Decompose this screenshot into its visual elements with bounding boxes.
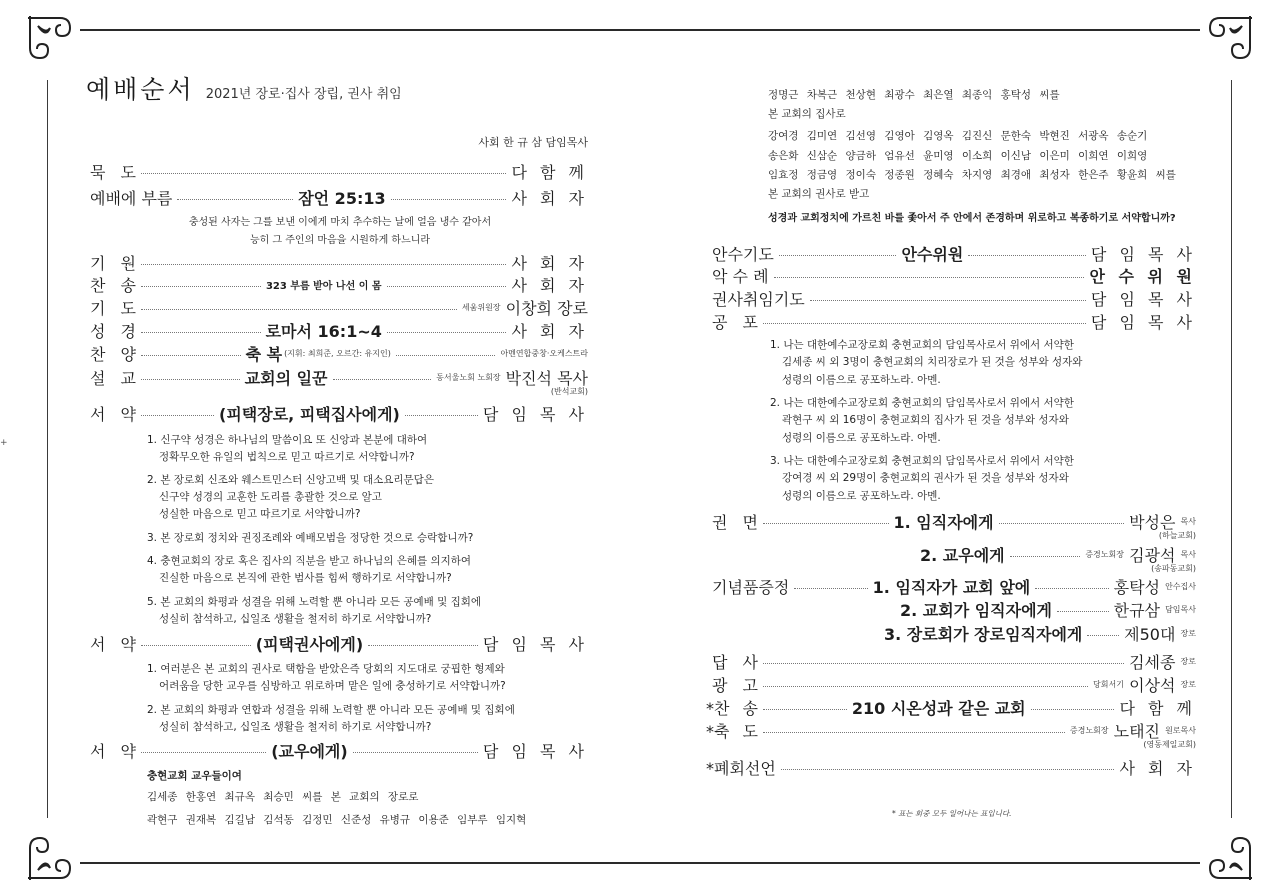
item-leader: 담 임 목 사: [482, 741, 589, 761]
item-label: 기념품증정: [712, 577, 790, 597]
item-leader: 사 회 자: [511, 321, 589, 341]
item-leader: 담 임 목 사: [482, 404, 588, 424]
item-label: *폐회선언: [706, 758, 776, 778]
vow-line: 2. 본 교회의 화평과 연합과 성결을 위해 노력할 뿐 아니라 모든 공예배 및 집회에: [147, 704, 515, 716]
vow-line: 4. 충현교회의 장로 혹은 집사의 직분을 받고 하나님의 은혜를 의지하여: [147, 555, 472, 567]
vow-line: 어려움을 당한 교우를 심방하고 위로하며 맡은 일에 충성하기로 서약합니까?: [159, 680, 506, 692]
item-leader: 한규삼: [1113, 600, 1160, 620]
order-item: [900, 600, 1196, 620]
item-content: 1. 임직자가 교회 앞에: [872, 577, 1031, 597]
leader-dots: [810, 300, 1086, 301]
item-label: 공 포: [712, 312, 758, 332]
item-leader: 김광석: [1129, 545, 1176, 565]
presider-line: 사회 한 규 삼 담임목사: [478, 136, 588, 149]
church-note: (하늘교회): [1158, 531, 1196, 540]
item-leader: 사 회 자: [511, 253, 588, 273]
item-content: 교회의 일꾼: [244, 368, 328, 388]
leader-dots: [1031, 709, 1115, 710]
leader-dots: [396, 355, 496, 356]
leader-dots: [779, 255, 897, 256]
leader-dots: [1087, 635, 1119, 636]
leader-dots: [763, 323, 1086, 324]
item-leader: 노태진: [1113, 721, 1160, 741]
item-leader: 박진석 목사: [505, 368, 589, 388]
item-leader: 사 회 자: [1119, 758, 1196, 778]
item-leader: 담 임 목 사: [482, 634, 588, 654]
leader-dots: [368, 645, 478, 646]
item-leader-role: 목사: [1180, 516, 1196, 526]
footnote: * 표는 회중 모두 일어나는 표입니다.: [892, 809, 1012, 818]
title-subtitle: 2021년 장로·집사 장립, 권사 취임: [205, 87, 402, 102]
call-verse-line: 충성된 사자는 그를 보낸 이에게 마치 추수하는 날에 얼음 냉수 같아서: [188, 217, 492, 228]
leader-dots: [141, 415, 214, 416]
item-content: 안수위원: [901, 244, 964, 264]
item-label: 찬 송: [90, 275, 136, 295]
order-item: [90, 188, 588, 208]
kwonsa-name-list: 강여경 김미연 김선영 김영아 김영옥 김진신 문한숙 박현진 서광옥 송순기: [768, 130, 1148, 142]
leader-dots: [141, 752, 266, 753]
vow-line: 성실히 참석하고, 십일조 생활을 철저히 하기로 서약합니까?: [159, 721, 432, 733]
item-leader: 박성은: [1129, 512, 1176, 532]
item-label: 기 원: [90, 253, 136, 273]
order-item: [90, 275, 589, 295]
item-leader-role: 당회서기: [1093, 679, 1124, 689]
leader-dots: [141, 309, 457, 310]
item-content: 2. 교회가 임직자에게: [900, 600, 1052, 620]
order-item: [712, 312, 1196, 332]
item-leader-role: 증경노회장: [1085, 549, 1124, 559]
leader-dots: [1010, 556, 1081, 557]
order-item: [712, 675, 1196, 695]
item-label: *찬 송: [706, 698, 758, 718]
item-label: 안수기도: [712, 244, 774, 264]
item-leader: 아멘연합중창·오케스트라: [500, 348, 589, 358]
item-leader: 이상석: [1129, 675, 1176, 695]
item-leader-role: 세움위원장: [461, 302, 501, 312]
leader-dots: [1035, 588, 1108, 589]
vow-line: 진실한 마음으로 본직에 관한 범사를 힘써 행하기로 서약합니까?: [159, 572, 452, 584]
item-content: 2. 교우에게: [920, 545, 1005, 565]
item-label: 서 약: [90, 741, 136, 761]
bottom-border-line: [80, 862, 1200, 864]
kwonsa-suffix: 본 교회의 권사로 받고: [768, 188, 870, 200]
deacons-suffix: 본 교회의 집사로: [768, 108, 846, 120]
order-item: [90, 253, 588, 273]
order-item: [706, 721, 1196, 741]
item-content: (피택장로, 피택집사에게): [219, 404, 400, 424]
proclamation-line: 1. 나는 대한예수교장로회 충현교회의 담임목사로서 위에서 서약한: [770, 339, 1074, 351]
leader-dots: [405, 415, 478, 416]
item-leader-role: 증경노회장: [1069, 725, 1109, 735]
item-label: 권사취임기도: [712, 289, 805, 309]
item-leader-role: 안수집사: [1165, 581, 1196, 591]
order-item: [90, 634, 588, 654]
vow-line: 성실한 마음으로 믿고 따르기로 서약합니까?: [159, 508, 361, 520]
deacons-name-list: 정명근 차복근 천상현 최광수 최은열 최종익 홍탁성 씨를: [768, 89, 1060, 101]
elders-name-list: 김세종 한홍연 최규옥 최승민 씨를 본 교회의 장로로: [147, 791, 419, 803]
item-label: 광 고: [712, 675, 758, 695]
leader-dots: [763, 523, 889, 524]
item-leader: 담 임 목 사: [1090, 244, 1196, 264]
leader-dots: [141, 379, 240, 380]
proclamation-line: 성령의 이름으로 공포하노라. 아멘.: [782, 490, 941, 502]
leader-dots: [141, 286, 261, 287]
order-item: [712, 244, 1196, 264]
proclamation-line: 곽현구 씨 외 16명이 충현교회의 집사가 된 것을 성부와 성자와: [782, 414, 1069, 426]
item-leader-role: 장로: [1180, 628, 1196, 638]
call-verse-line: 능히 그 주인의 마음을 시원하게 하느니라: [249, 235, 431, 246]
item-label: 악 수 례: [712, 266, 769, 286]
item-label: 성 경: [90, 321, 136, 341]
item-leader: 이창희 장로: [505, 298, 588, 318]
item-leader: 사 회 자: [511, 275, 589, 295]
order-item: [90, 321, 589, 341]
church-note: (반석교회): [550, 387, 588, 396]
item-content: 323 부름 받아 나선 이 몸: [265, 280, 382, 292]
item-leader: 사 회 자: [511, 188, 588, 208]
proclamation-line: 성령의 이름으로 공포하노라. 아멘.: [782, 432, 941, 444]
congregation-heading: 충현교회 교우들이여: [147, 770, 242, 782]
leader-dots: [763, 709, 847, 710]
vow-line: 성실히 참석하고, 십일조 생활을 철저히 하기로 서약합니까?: [159, 613, 432, 625]
item-label: 기 도: [90, 298, 136, 318]
item-leader-role: 장로: [1180, 656, 1196, 666]
item-leader: 다 함 께: [511, 162, 588, 182]
leader-dots: [141, 173, 506, 174]
item-leader-role: 담임목사: [1165, 604, 1196, 614]
order-item: [884, 624, 1196, 644]
item-label: *축 도: [706, 721, 758, 741]
leader-dots: [999, 523, 1125, 524]
item-label: 서 약: [90, 634, 136, 654]
vow-line: 정확무오한 유일의 법칙으로 믿고 따르기로 서약합니까?: [159, 451, 415, 463]
item-leader: 다 함 께: [1119, 698, 1196, 718]
leader-dots: [387, 286, 507, 287]
item-label: 답 사: [712, 652, 758, 672]
item-leader: 안 수 위 원: [1089, 266, 1196, 286]
leader-dots: [1057, 611, 1109, 612]
item-content: (피택권사에게): [255, 634, 364, 654]
vow-line: 3. 본 장로회 정치와 권징조례와 예배모범을 정당한 것으로 승락합니까?: [147, 532, 474, 544]
item-leader: 홍탁성: [1113, 577, 1160, 597]
leader-dots: [141, 332, 261, 333]
item-content: 로마서 16:1~4: [265, 321, 382, 341]
leader-dots: [141, 645, 251, 646]
deacons-name-list: 곽현구 권재복 김길남 김석동 김정민 신준성 유병규 이용준 임부루 임지혁: [147, 814, 527, 826]
proclamation-line: 성령의 이름으로 공포하노라. 아멘.: [782, 374, 941, 386]
order-item: [90, 741, 589, 761]
kwonsa-name-list: 송은화 신삼순 양금하 엄유선 윤미영 이소희 이신남 이은미 이희연 이희영: [768, 150, 1148, 162]
proclamation-line: 2. 나는 대한예수교장로회 충현교회의 담임목사로서 위에서 서약한: [770, 397, 1074, 409]
vow-line: 2. 본 장로회 신조와 웨스트민스터 신앙고백 및 대소요리문답은: [147, 474, 434, 486]
page-title: [86, 70, 402, 106]
leader-dots: [763, 686, 1088, 687]
leader-dots: [177, 199, 293, 200]
item-content: 1. 임직자에게: [893, 512, 994, 532]
vow-line: 신구약 성경의 교훈한 도리를 총괄한 것으로 알고: [159, 491, 382, 503]
leader-dots: [141, 264, 506, 265]
item-label: 예배에 부름: [90, 188, 173, 208]
leader-dots: [353, 752, 478, 753]
item-leader-role: 장로: [1180, 679, 1196, 689]
order-item: [90, 344, 589, 364]
item-label: 찬 양: [90, 344, 136, 364]
item-label: 서 약: [90, 404, 136, 424]
item-label: 묵 도: [90, 162, 136, 182]
item-content: 잠언 25:13: [298, 188, 386, 208]
corner-ornament-icon: [1198, 826, 1260, 888]
top-border-line: [80, 29, 1200, 31]
leader-dots: [391, 199, 507, 200]
leader-dots: [387, 332, 507, 333]
item-leader: 김세종: [1129, 652, 1176, 672]
leader-dots: [763, 732, 1065, 733]
item-content-note: (지휘: 최희준, 오르간: 유지인): [284, 348, 391, 358]
item-leader-role: 동서울노회 노회장: [436, 372, 501, 382]
proclamation-line: 강여경 씨 외 29명이 충현교회의 권사가 된 것을 성부와 성자와: [782, 472, 1069, 484]
leader-dots: [781, 769, 1115, 770]
vow-line: 1. 신구약 성경은 하나님의 말씀이요 또 신앙과 본분에 대하여: [147, 434, 428, 446]
order-item: [712, 577, 1196, 597]
order-item: [706, 698, 1196, 718]
order-item: [90, 298, 588, 318]
item-leader: 제50대: [1124, 624, 1176, 644]
corner-ornament-icon: [20, 826, 82, 888]
order-item: [90, 368, 589, 388]
item-leader: 담 임 목 사: [1090, 312, 1196, 332]
church-note: (영동제일교회): [1143, 740, 1196, 749]
order-item: [706, 758, 1196, 778]
leader-dots: [774, 277, 1085, 278]
item-leader-role: 원로목사: [1165, 725, 1196, 735]
leader-dots: [763, 663, 1124, 664]
proclamation-line: 3. 나는 대한예수교장로회 충현교회의 담임목사로서 위에서 서약한: [770, 455, 1074, 467]
right-border-line: [1231, 80, 1232, 818]
order-item: [712, 512, 1196, 532]
church-note: (송파동교회): [1151, 564, 1196, 573]
item-label: 권 면: [712, 512, 758, 532]
corner-ornament-icon: [1198, 8, 1260, 70]
order-item: [920, 545, 1196, 565]
item-leader-role: 목사: [1180, 549, 1196, 559]
title-main: 예배순서: [86, 75, 195, 104]
vow-question: 성경과 교회정치에 가르친 바를 좇아서 주 안에서 존경하며 위로하고 복종하기로 서약합니까?: [768, 213, 1176, 224]
item-content: 3. 장로회가 장로임직자에게: [884, 624, 1083, 644]
leader-dots: [333, 379, 432, 380]
leader-dots: [968, 255, 1086, 256]
order-item: [90, 404, 588, 424]
order-item: [712, 266, 1196, 286]
vow-line: 1. 여러분은 본 교회의 권사로 택함을 받았은즉 당회의 지도대로 궁핍한 형제와: [147, 663, 505, 675]
edge-mark: +: [0, 438, 8, 448]
item-content: (교우에게): [271, 741, 348, 761]
item-content: 210 시온성과 같은 교회: [851, 698, 1026, 718]
proclamation-line: 김세종 씨 외 3명이 충현교회의 치리장로가 된 것을 성부와 성자와: [782, 356, 1083, 368]
item-label: 설 교: [90, 368, 136, 388]
order-item: [90, 162, 588, 182]
order-item: [712, 652, 1196, 672]
corner-ornament-icon: [20, 8, 82, 70]
vow-line: 5. 본 교회의 화평과 성결을 위해 노력할 뿐 아니라 모든 공예배 및 집회에: [147, 596, 482, 608]
order-item: [712, 289, 1196, 309]
kwonsa-name-list: 임효정 정금영 정이숙 정종원 정혜숙 차지영 최경애 최성자 한은주 황윤희 씨를: [768, 169, 1176, 181]
leader-dots: [141, 355, 241, 356]
item-leader: 담 임 목 사: [1090, 289, 1196, 309]
item-content: 축 복: [245, 344, 283, 364]
left-border-line: [47, 80, 48, 818]
leader-dots: [794, 588, 867, 589]
